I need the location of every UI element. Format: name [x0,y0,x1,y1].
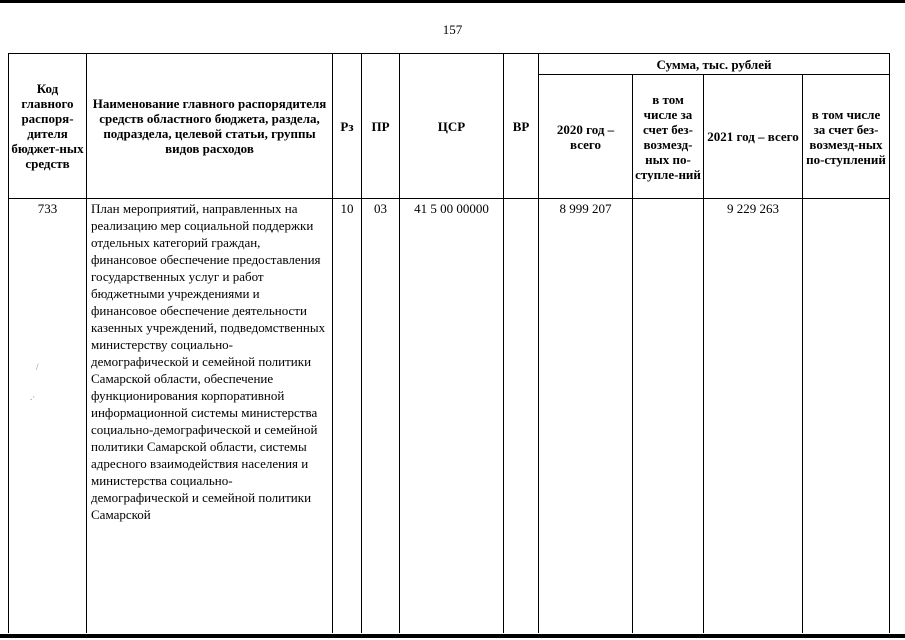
top-border-line [0,0,905,3]
scan-speck-mark: .· [30,392,36,402]
scan-speck-mark: / [36,362,39,372]
cell-2020-total: 8 999 207 [539,199,633,634]
header-2021-total: 2021 год – всего [704,75,803,199]
cell-csr: 41 5 00 00000 [400,199,504,634]
cell-vr [504,199,539,634]
budget-table [8,53,890,633]
header-code: Код главного распоря-дителя бюджет-ных средств [9,54,87,199]
header-2020-free: в том числе за счет без-возмезд-ных по-ступле-ний [633,75,704,199]
header-csr: ЦСР [400,54,504,199]
header-pr: ПР [362,54,400,199]
cell-pr: 03 [362,199,400,634]
header-2021-free: в том числе за счет без-возмезд-ных по-ступлений [803,75,890,199]
header-2020-total: 2020 год – всего [539,75,633,199]
cell-2021-total: 9 229 263 [704,199,803,634]
header-name: Наименование главного распорядителя средств областного бюджета, раздела, подраздела, целевой статьи, группы видов расходов [87,54,333,199]
cell-name: План мероприятий, направленных на реализацию мер социальной поддержки отдельных категорий граждан, финансовое обеспечение предоставления государственных услуг и работ бюджетными учреждениями и финансовое обеспечение деятельности казенных учреждений, подведомственных министерству социально-демографической и семейной политики Самарской области, обеспечение функционирования корпоративной информационной системы министерства социально-демографической и семейной политики Самарской области, системы адресного взаимодействия населения и министерства социально-демографической и семейной политики Самарской [87,199,333,634]
cell-rz: 10 [333,199,362,634]
page-number: 157 [442,22,463,37]
cell-2021-free [803,199,890,634]
header-rz: Рз [333,54,362,199]
header-sum: Сумма, тыс. рублей [539,54,890,75]
cell-code: 733 [9,199,87,634]
header-vr: ВР [504,54,539,199]
table-row [9,199,890,634]
cell-2020-free [633,199,704,634]
bottom-border-line [0,634,905,638]
